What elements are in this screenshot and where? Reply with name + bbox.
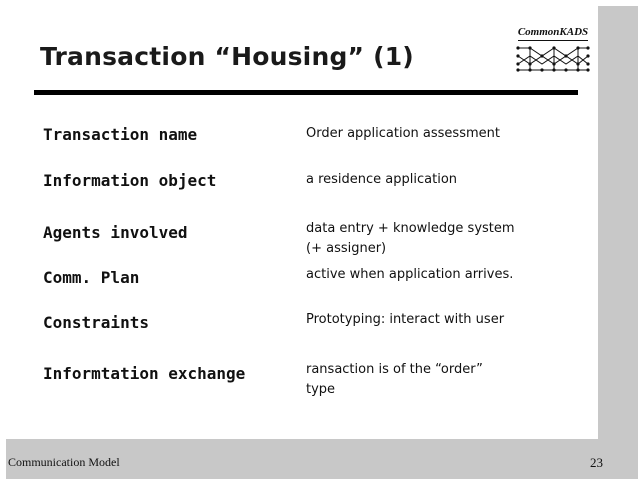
row-value-information-exchange xyxy=(306,360,483,400)
value-line: active when application arrives. xyxy=(306,267,514,282)
slide-shadow-right xyxy=(598,6,638,439)
logo-text: CommonKADS xyxy=(517,26,589,38)
value-line: ransaction is of the “order” xyxy=(306,362,483,377)
row-value-information-object xyxy=(306,170,457,190)
row-value-agents-involved xyxy=(306,219,515,259)
commonkads-logo xyxy=(512,26,594,76)
value-line: data entry + knowledge system xyxy=(306,221,515,236)
row-label-information-exchange: Informtation exchange xyxy=(43,364,246,383)
row-label-constraints: Constraints xyxy=(43,313,149,332)
value-line: a residence application xyxy=(306,172,458,187)
row-label-comm-plan: Comm. Plan xyxy=(43,268,140,287)
value-line: Prototyping: interact with user xyxy=(306,312,505,327)
value-line: (+ assigner) xyxy=(306,241,387,256)
footer-page-number: 23 xyxy=(590,455,603,470)
row-label-information-object: Information object xyxy=(43,171,217,190)
logo-network-graphic xyxy=(516,44,590,72)
footer-section-title: Communication Model xyxy=(8,455,120,469)
slide-title: Transaction “Housing” (1) xyxy=(40,42,414,71)
value-line: Order application assessment xyxy=(306,126,500,141)
row-value-comm-plan xyxy=(306,265,513,285)
row-label-transaction-name: Transaction name xyxy=(43,125,198,144)
row-label-agents-involved: Agents involved xyxy=(43,223,188,242)
title-rule xyxy=(34,90,578,95)
row-value-constraints xyxy=(306,310,504,330)
value-line: type xyxy=(306,382,336,397)
row-value-transaction-name xyxy=(306,124,500,144)
